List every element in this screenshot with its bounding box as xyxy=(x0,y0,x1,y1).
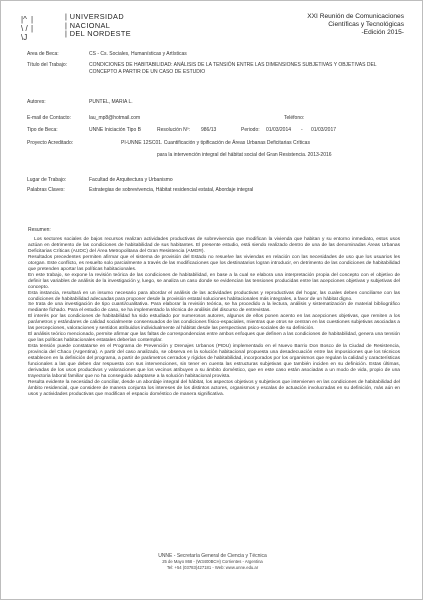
resumen-title: Resumen: xyxy=(28,227,51,233)
conference-title xyxy=(307,13,404,37)
lugar-label: Lugar de Trabajo: xyxy=(27,177,67,183)
area-label: Area de Beca: xyxy=(27,51,59,57)
footer-line-1: UNNE - Secretaría General de Ciencia y Técnica xyxy=(158,553,267,559)
periodo-separator: - xyxy=(301,127,303,133)
conference-line-1: XXI Reunión de Comunicaciones xyxy=(307,13,404,20)
email-label: E-mail de Contacto: xyxy=(27,115,71,121)
proyecto-value-1: PI-UNNE 12SC01. Cuantificación y tipificación de Áreas Urbanas Deficitarias Críticas xyxy=(121,140,310,146)
footer-line-2: 25 de Mayo 868 - (W3400BCH) Corrientes - Argentina xyxy=(162,559,263,565)
autores-label: Autores: xyxy=(27,99,46,105)
telefono-label: Teléfono: xyxy=(284,115,305,121)
resumen-paragraph: Esta instancia, resultará en un insumo necesario para abordar el análisis de las actividades productivas y reproductivas del hogar, las cuales deben conciliarse con las condiciones de habitabilidad adecuadas para proponer desde la provisión estatal soluciones habitacionales más integrales, a favor de un hábitat digno. xyxy=(28,290,400,302)
resumen-paragraph: Se trata de una investigación de tipo cuanti/cualitativa. Para elaborar la revisión teórica, se ha procedido a la lectura, análisis y sistematización de material bibliográfico mediante fichado. Para el estudio de caso, se ha implementado la técnica de análisis del discurso de entrevistas. xyxy=(28,302,400,314)
university-name xyxy=(65,13,131,39)
conference-edition: -Edición 2015- xyxy=(361,29,404,36)
resumen-paragraph: Esta tensión puede constatarse en el Programa de Prevención y Drenajes Urbanos (PIDU) implementado en el Nuevo Barrio Don Bosco de la Ciudad de Resistencia, provincia del Chaco (Argentina). A partir del caso analizado, se observa en la solución habitacional propuesta una desadecuación entre las imposiciones que los técnicos establecen en la definición del programa, a partir de parámetros cerrados y rígidos de habitabilidad, incorporados por los organismos que regulan la calidad y características funcionales a las que deben dar respuesta con sus intervenciones, sin tener en cuenta las estructuras subjetivas que también inciden en su definición. Estas últimas, derivadas de los usos productivos y valoraciones que los vecinos atribuyen a su ámbito doméstico, que en este caso están asociadas a un modo de vida, propio de una trayectoria laboral familiar que no ha conseguido adaptarse a la solución habitacional provista. xyxy=(28,344,400,379)
resumen-paragraph: El interés por las condiciones de habitabilidad ha sido estudiado por numerosos autores, algunos de ellos ponen acento en las acepciones objetivas, que remiten a los parámetros y estándares de calidad socialmente consensuados de las condiciones físico-espaciales, mientras que otros se centran en las cuestiones subjetivas asociadas a las percepciones, valoraciones y sentidos atribuidos individualmente al hábitat desde las perspectivas psico-sociales de su definición. xyxy=(28,314,400,332)
resumen-paragraph: Los sectores sociales de bajos recursos realizan actividades productivas de sobrevivencia que modifican la vivienda que habitan y su entorno inmediato, estos usos actúan en detrimento de las condiciones de habitabilidad de sus habitantes. El presente estudio, está siendo realizado dentro de una de las denominadas Áreas Urbanas Deficitarias Críticas (AUDC) del Área Metropolitana del Gran Resistencia (AMGR). xyxy=(28,237,400,254)
unne-logo-icon xyxy=(19,13,41,43)
periodo-label: Periodo: xyxy=(241,127,260,133)
svg-text:|: | xyxy=(31,15,34,24)
svg-text:\J: \J xyxy=(21,33,28,42)
university-line-2: | NACIONAL xyxy=(65,20,111,30)
titulo-value: CONDICIONES DE HABITABILIDAD: ANÁLISIS DE LA TENSIÓN ENTRE LAS DIMENSIONES SUBJETIVAS Y OBJETIVAS DEL CONCEPTO A PARTIR DE UN CASO DE ESTUDIO xyxy=(89,62,377,75)
lugar-value: Facultad de Arquitectura y Urbanismo xyxy=(89,177,173,183)
area-value: CS - Cs. Sociales, Humanísticas y Artísticas xyxy=(89,51,187,57)
palabras-label: Palabras Claves: xyxy=(27,187,65,193)
svg-text:|^: |^ xyxy=(21,15,27,24)
resolucion-label: Resolución Nº: xyxy=(157,127,190,133)
proyecto-label: Proyecto Acreditado: xyxy=(27,140,74,146)
conference-line-2: Científicas y Tecnológicas xyxy=(328,21,404,28)
proyecto-value-2: para la intervención integral del hábitat social del Gran Resistencia. 2013-2016 xyxy=(157,152,332,158)
resumen-paragraph: Resulta evidente la necesidad de conciliar, desde un abordaje integral del hábitat, los aspectos objetivos y subjetivos que intervienen en las condiciones de habitabilidad del ámbito residencial, que considere de manera conjunta los intereses de los distintos actores, organismos y escalas de actuación involucradas en su definición, más aún en usos y actividades productivas que modifican el espacio doméstico de manera significativa. xyxy=(28,379,400,397)
svg-text:\ /: \ / xyxy=(21,24,28,33)
titulo-label: Título del Trabajo: xyxy=(27,62,68,68)
footer-line-3: Tel: +54 (03783)427181 - Web: www.unne.edu.ar xyxy=(166,564,259,570)
resumen-paragraph: Resultados precedentes permiten afirmar que el sistema de provisión del Estado no resuelve las viviendas en relación con las necesidades de uso que los usuarios les otorgan. Este conflicto, es resuelto solo parcialmente a través de las modificaciones que los destinatarios logran introducir, en detrimento de las condiciones de habitabilidad que pretenden aportar las políticas habitacionales. xyxy=(28,254,400,272)
resumen-paragraph: En este trabajo, se expone la revisión teórica de las condiciones de habitabilidad, en base a la cual se elabora una interpretación propia del concepto con el objetivo de definir las variables de análisis de la investigación y, luego, se analiza un caso donde se evidencian las tensiones producidas entre las acepciones objetivas y subjetivas del concepto. xyxy=(28,272,400,290)
resumen-body xyxy=(28,237,400,398)
tipo-beca-label: Tipo de Beca: xyxy=(27,127,58,133)
svg-text:|: | xyxy=(31,24,34,33)
university-line-1: | UNIVERSIDAD xyxy=(65,12,124,21)
periodo-end: 01/03/2017 xyxy=(311,127,337,133)
resumen-paragraph: El análisis teórico mencionado, permite afirmar que las faltas de correspondencias entre ambos enfoques que definen a las condiciones de habitabilidad, genera una tensión que las políticas habitacionales estatales deberían contemplar. xyxy=(28,332,400,344)
resolucion-value: 986/13 xyxy=(201,127,217,133)
footer xyxy=(1,554,423,570)
palabras-value: Estrategias de sobrevivencia, Hábitat residencial estatal, Abordaje integral xyxy=(89,187,254,193)
periodo-start: 01/03/2014 xyxy=(266,127,292,133)
university-line-3: | DEL NORDESTE xyxy=(65,29,132,39)
tipo-beca-value: UNNE Iniciación Tipo B xyxy=(89,127,141,133)
autores-value: PUNTEL, MARIA L. xyxy=(89,99,133,105)
email-value: lau_mp8@hotmail.com xyxy=(89,115,141,121)
